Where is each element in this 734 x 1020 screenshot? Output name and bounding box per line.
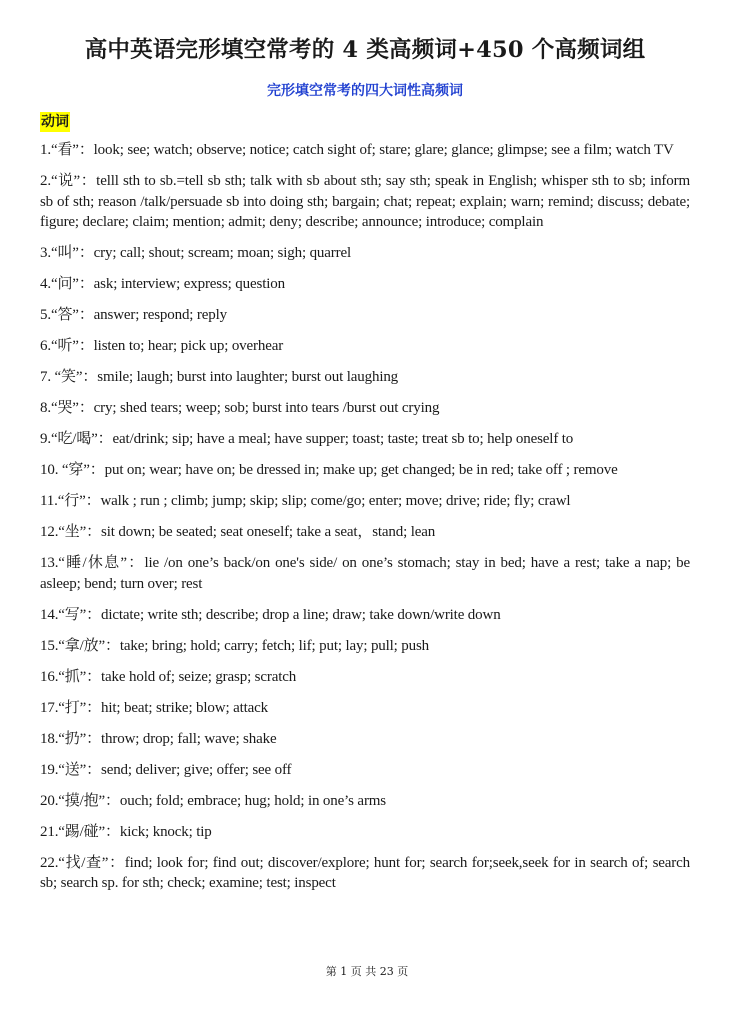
- list-item: 20.“摸/抱”：ouch; fold; embrace; hug; hold; in one’s arms: [40, 792, 386, 809]
- list-item: 15.“拿/放”：take; bring; hold; carry; fetch; lif; put; lay; pull; push: [40, 637, 430, 654]
- document-page: [40, 0, 690, 904]
- list-item: 21.“踢/碰”：kick; knock; tip: [40, 823, 212, 840]
- list-item: 18.“扔”：throw; drop; fall; wave; shake: [40, 730, 277, 747]
- page-footer: 第 1 页 共 23 页: [325, 965, 409, 978]
- document-subtitle: 完形填空常考的四大词性高频词: [267, 83, 463, 99]
- list-item: 5.“答”：answer; respond; reply: [40, 307, 227, 323]
- list-item: 11.“行”：walk ; run ; climb; jump; skip; slip; come/go; enter; move; drive; ride; fly; crawl: [40, 493, 571, 509]
- entry-list: [40, 140, 690, 894]
- list-item: 14.“写”：dictate; write sth; describe; drop a line; draw; take down/write down: [40, 606, 501, 623]
- list-item: 22.“找/查”：find; look for; find out; discover/explore; hunt for; search for;seek,seek for in search of; search sb; search sp. for sth; check; examine; test; inspect: [40, 854, 690, 891]
- list-item: 16.“抓”：take hold of; seize; grasp; scratch: [40, 668, 297, 685]
- section-label: 动词: [41, 114, 69, 130]
- list-item: 9.“吃/喝”：eat/drink; sip; have a meal; have supper; toast; taste; treat sb to; help oneself to: [40, 431, 574, 447]
- list-item: 17.“打”：hit; beat; strike; blow; attack: [40, 699, 268, 716]
- document-title: 高中英语完形填空常考的 4 类高频词+450 个高频词组: [84, 37, 646, 63]
- list-item: 4.“问”：ask; interview; express; question: [40, 276, 285, 292]
- list-item: 10. “穿”：put on; wear; have on; be dressed in; make up; get changed; be in red; take off ; remove: [40, 462, 618, 478]
- list-item: 12.“坐”：sit down; be seated; seat oneself; take a seat，stand; lean: [40, 524, 436, 540]
- list-item: 13.“睡/休息”：lie /on one’s back/on one's side/ on one’s stomach; stay in bed; have a rest; take a nap; be asleep; bend; turn over; rest: [40, 555, 690, 592]
- list-item: 19.“送”：send; deliver; give; offer; see off: [40, 761, 292, 778]
- list-item: 3.“叫”：cry; call; shout; scream; moan; sigh; quarrel: [40, 245, 352, 261]
- list-item: 7. “笑”：smile; laugh; burst into laughter; burst out laughing: [40, 369, 399, 385]
- list-item: 1.“看”：look; see; watch; observe; notice; catch sight of; stare; glare; glance; glimpse; see a film; watch TV: [40, 142, 674, 158]
- list-item: 6.“听”：listen to; hear; pick up; overhear: [40, 338, 284, 354]
- list-item: 8.“哭”：cry; shed tears; weep; sob; burst into tears /burst out crying: [40, 400, 440, 416]
- list-item: 2.“说”：telll sth to sb.=tell sb sth; talk with sb about sth; say sth; speak in English; whisper sth to sb; inform sb of sth; reason /talk/persuade sb into doing sth; bargain; chat; repeat; explain; warn; remind; discuss; debate; figure; declare; claim; mention; admit; deny; describe; announce; introduce; complain: [40, 173, 690, 230]
